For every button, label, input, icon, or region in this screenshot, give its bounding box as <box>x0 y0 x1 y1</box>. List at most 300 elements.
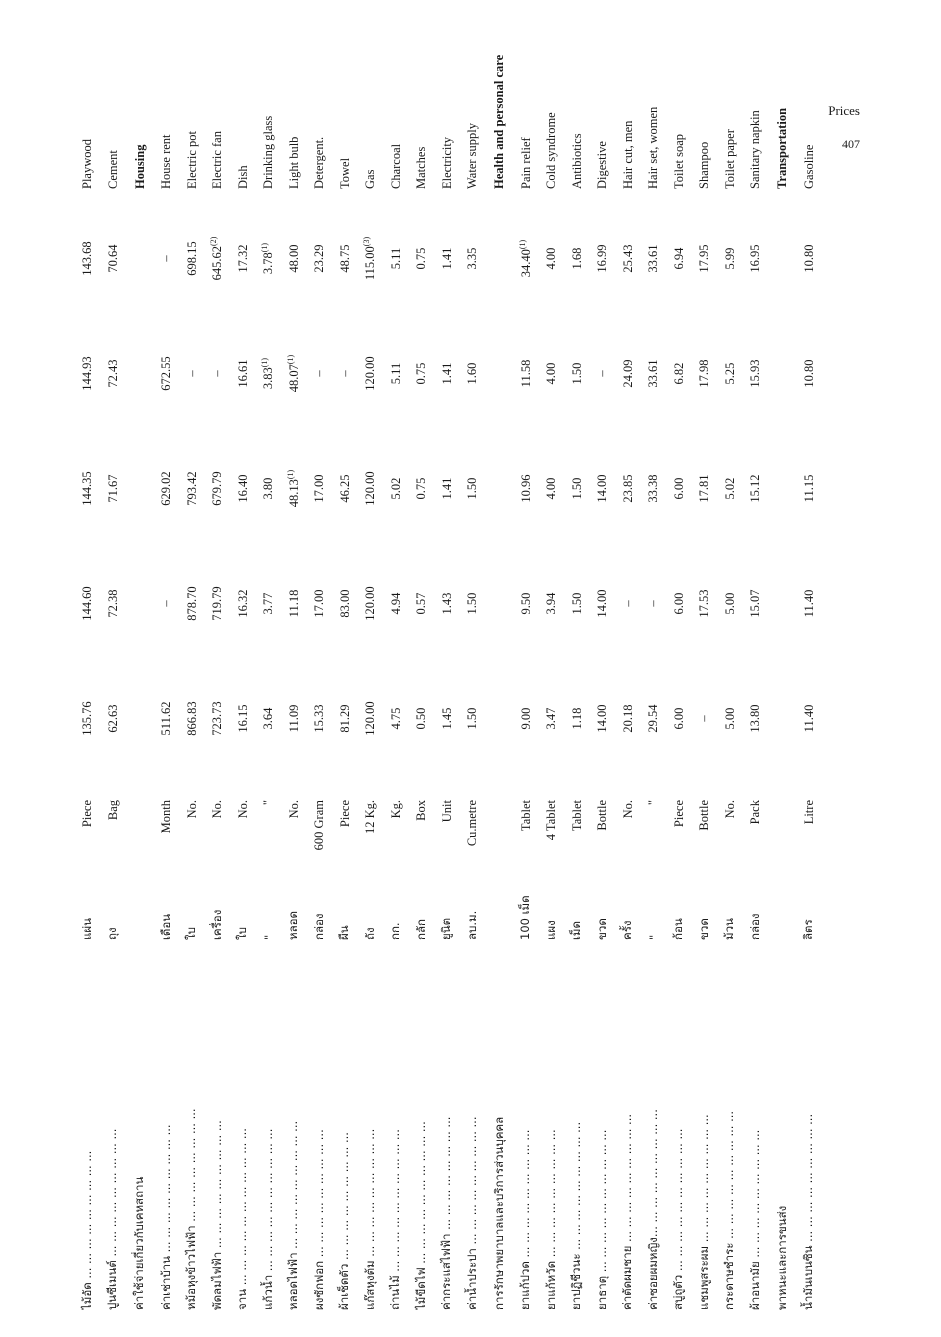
price-value-text: 3.78 <box>261 252 276 275</box>
price-value <box>641 316 667 431</box>
price-value-text: 34.40 <box>518 249 533 278</box>
price-value-text: 5.11 <box>388 362 403 385</box>
item-name-english <box>256 21 282 201</box>
price-value-text: – <box>697 715 712 722</box>
item-name-thai-text: ไม้อัด ... ... ... ... ... ... ... ... ... <box>79 1150 94 1310</box>
unit-thai <box>231 880 257 940</box>
price-value <box>692 431 718 546</box>
item-name-thai <box>565 940 591 1310</box>
price-value-text: 3.35 <box>465 247 480 270</box>
price-value <box>101 201 127 316</box>
price-value-text: 14.00 <box>595 704 610 733</box>
price-value <box>616 546 642 661</box>
section-title-thai <box>126 201 154 1310</box>
price-value <box>358 201 384 316</box>
price-value <box>460 661 486 776</box>
price-value <box>667 661 693 776</box>
item-name-thai-text: แก้วน้ำ ... ... ... ... ... ... ... ... ... ... <box>260 1128 275 1310</box>
unit-english-text: No. <box>235 800 250 819</box>
price-value <box>333 546 359 661</box>
price-value-text: – <box>620 600 635 607</box>
item-name-thai <box>358 940 384 1310</box>
item-name-english <box>282 21 308 201</box>
item-name-thai <box>514 940 540 1310</box>
price-value <box>435 431 461 546</box>
price-value-text: 6.00 <box>671 477 686 500</box>
price-value-text: 0.75 <box>414 247 429 270</box>
price-value-text: 511.62 <box>159 701 174 736</box>
item-name-thai-text: แชมพูสระผม ... ... ... ... ... ... ... ... ... <box>696 1114 711 1310</box>
unit-english <box>539 776 565 880</box>
price-value <box>75 201 101 316</box>
unit-thai-text: " <box>646 934 661 940</box>
price-value-text: 1.45 <box>439 707 454 730</box>
item-name-english <box>75 21 101 201</box>
price-value <box>231 431 257 546</box>
price-value <box>384 316 410 431</box>
table-row <box>641 21 667 1310</box>
price-value-text: 6.00 <box>671 707 686 730</box>
price-value <box>616 431 642 546</box>
unit-thai <box>514 880 540 940</box>
unit-thai <box>307 880 333 940</box>
page-header-title: Prices <box>828 103 860 118</box>
price-value-text: 20.18 <box>620 704 635 733</box>
unit-english <box>154 776 180 880</box>
price-value <box>590 316 616 431</box>
price-value-text: 5.02 <box>388 477 403 500</box>
item-name-thai-text: ค่าตัดผมชาย ... ... ... ... ... ... ... ... ... <box>620 1113 635 1310</box>
price-value <box>797 661 823 776</box>
price-value <box>539 661 565 776</box>
item-name-english <box>231 21 257 201</box>
unit-english <box>797 776 823 880</box>
unit-thai <box>616 880 642 940</box>
item-name-thai-text: ค่ากระแสไฟฟ้า ... ... ... ... ... ... ... ... <box>439 1116 454 1310</box>
unit-english <box>667 776 693 880</box>
table-row <box>333 21 359 1310</box>
price-value-text: 48.00 <box>286 244 301 273</box>
item-name-english <box>358 21 384 201</box>
price-value-text: – <box>184 370 199 377</box>
unit-thai-text: ใบ <box>184 927 199 940</box>
price-value-text: 17.81 <box>697 474 712 503</box>
price-value-text: – <box>646 600 661 607</box>
price-value-text: 0.50 <box>414 707 429 730</box>
item-name-thai <box>154 940 180 1310</box>
unit-thai-text: " <box>261 934 276 940</box>
price-value <box>333 431 359 546</box>
price-value <box>692 661 718 776</box>
item-name-english-text: Shampoo <box>697 141 712 189</box>
unit-english-text: " <box>261 800 276 806</box>
item-name-english <box>101 21 127 201</box>
item-name-thai-text: ปูนซีเมนต์ ... ... ... ... ... ... ... ... ... <box>105 1128 120 1310</box>
unit-english-text: No. <box>620 800 635 819</box>
price-value-text: 15.07 <box>748 589 763 618</box>
item-name-thai <box>641 940 667 1310</box>
item-name-english <box>154 21 180 201</box>
unit-thai <box>718 880 744 940</box>
section-title-thai <box>486 201 514 1310</box>
price-value <box>667 316 693 431</box>
item-name-english-text: Sanitary napkin <box>748 110 763 189</box>
item-name-english-text: Digestive <box>595 141 610 189</box>
item-name-thai <box>101 940 127 1310</box>
unit-thai <box>692 880 718 940</box>
section-title-thai-text: ค่าใช้จ่ายเกี่ยวกับเคหสถาน <box>132 1176 146 1310</box>
unit-thai <box>435 880 461 940</box>
item-name-thai-text: ยาปฏิชีวนะ ... ... ... ... ... ... ... ... ... <box>569 1121 584 1310</box>
table-row <box>718 21 744 1310</box>
price-value <box>409 431 435 546</box>
unit-english <box>460 776 486 880</box>
price-value <box>641 201 667 316</box>
price-value <box>514 201 540 316</box>
item-name-thai-text: ผ้าเช็ดตัว ... ... ... ... ... ... ... ... ... <box>337 1132 352 1310</box>
item-name-english-text: Water supply <box>465 123 480 189</box>
price-value <box>256 661 282 776</box>
price-value-text: 5.11 <box>388 247 403 270</box>
table-row <box>384 21 410 1310</box>
unit-thai <box>256 880 282 940</box>
table-row <box>307 21 333 1310</box>
item-name-thai-text: ยาธาตุ ... ... ... ... ... ... ... ... ... ... <box>594 1129 609 1310</box>
item-name-thai-text: ยาแก้ปวด ... ... ... ... ... ... ... ... ... <box>518 1129 533 1310</box>
price-value <box>101 546 127 661</box>
table-row <box>616 21 642 1310</box>
price-value <box>256 546 282 661</box>
section-title-english <box>769 21 797 201</box>
price-value <box>180 316 206 431</box>
price-value <box>718 661 744 776</box>
item-name-thai-text: ถ่านไม้ ... ... ... ... ... ... ... ... ... ... <box>388 1129 403 1310</box>
price-value <box>616 316 642 431</box>
unit-english-text: Bottle <box>595 800 610 831</box>
unit-english-text: 600 Gram <box>312 800 327 851</box>
price-value <box>460 316 486 431</box>
table-row <box>565 21 591 1310</box>
price-value <box>797 201 823 316</box>
table-row <box>460 21 486 1310</box>
price-value <box>743 661 769 776</box>
price-value-text: 9.00 <box>518 707 533 730</box>
price-value-text: 17.32 <box>235 244 250 273</box>
unit-english <box>718 776 744 880</box>
price-value-text: 9.50 <box>518 592 533 615</box>
price-value-text: 1.50 <box>465 707 480 730</box>
table-row <box>231 21 257 1310</box>
unit-thai <box>282 880 308 940</box>
item-name-english-text: Gasoline <box>801 144 816 189</box>
item-name-thai-text: ผงซักฟอก ... ... ... ... ... ... ... ... ... <box>311 1129 326 1310</box>
unit-english-text: Piece <box>671 800 686 828</box>
item-name-thai <box>743 940 769 1310</box>
footnote-marker: (1) <box>517 239 527 250</box>
unit-thai <box>590 880 616 940</box>
price-value-text: 17.98 <box>697 359 712 388</box>
price-value-text: 16.99 <box>595 244 610 273</box>
table-row <box>539 21 565 1310</box>
item-name-english <box>333 21 359 201</box>
price-value <box>282 546 308 661</box>
price-value <box>409 661 435 776</box>
price-value-text: 13.80 <box>748 704 763 733</box>
price-value <box>205 201 231 316</box>
price-value <box>307 546 333 661</box>
unit-english <box>409 776 435 880</box>
item-name-thai-text: ค่าน้ำประปา ... ... ... ... ... ... ... ... ... <box>464 1116 479 1310</box>
unit-thai-text: ผืน <box>337 925 352 940</box>
unit-english <box>256 776 282 880</box>
unit-english-text: " <box>646 800 661 806</box>
section-title-english <box>126 21 154 201</box>
price-value-text: 33.38 <box>646 474 661 503</box>
price-value-text: 866.83 <box>184 701 199 736</box>
price-value-text: 1.41 <box>439 362 454 385</box>
item-name-thai-text: สบู่ถูตัว ... ... ... ... ... ... ... ... ... ... <box>671 1128 686 1310</box>
item-name-thai-text: ค่าซอยผมหญิง... ... ... ... ... ... ... ... ... <box>645 1109 660 1310</box>
item-name-english <box>205 21 231 201</box>
price-value <box>718 431 744 546</box>
item-name-english-text: Light bulb <box>286 136 301 189</box>
price-value <box>282 431 308 546</box>
item-name-thai <box>797 940 823 1310</box>
price-value <box>231 661 257 776</box>
price-value-text: 17.95 <box>697 244 712 273</box>
price-value <box>75 431 101 546</box>
unit-thai-text: ลบ.ม. <box>464 910 479 940</box>
price-value-text: 878.70 <box>184 586 199 621</box>
unit-english-text: Box <box>414 800 429 821</box>
price-value-text: 48.07 <box>286 364 301 393</box>
price-value-text: 5.00 <box>722 592 737 615</box>
price-value-text: 679.79 <box>210 471 225 506</box>
price-value-text: 6.00 <box>671 592 686 615</box>
item-name-english <box>692 21 718 201</box>
unit-thai-text: 100 เม็ด <box>518 895 533 940</box>
unit-thai-text: กล่อง <box>311 913 326 940</box>
item-name-thai-text: จาน ... ... ... ... ... ... ... ... ... ... ... <box>235 1128 250 1310</box>
price-value <box>797 316 823 431</box>
price-value <box>75 546 101 661</box>
price-value-text: 10.80 <box>801 359 816 388</box>
price-value-text: 83.00 <box>337 589 352 618</box>
price-value-text: 71.67 <box>105 474 120 503</box>
item-name-english-text: Antibiotics <box>569 133 584 189</box>
unit-english-text: Month <box>159 800 174 834</box>
price-value <box>743 431 769 546</box>
item-name-english-text: House rent <box>159 134 174 189</box>
price-value-text: 25.43 <box>620 244 635 273</box>
item-name-thai <box>231 940 257 1310</box>
unit-english <box>282 776 308 880</box>
price-value <box>514 546 540 661</box>
unit-thai <box>797 880 823 940</box>
unit-english <box>180 776 206 880</box>
price-value <box>667 201 693 316</box>
price-value <box>180 201 206 316</box>
item-name-english <box>565 21 591 201</box>
section-title-thai-text: การรักษาพยาบาลและบริการส่วนบุคคล <box>491 1116 506 1310</box>
price-value-text: 1.18 <box>569 707 584 730</box>
price-value-text: – <box>159 600 174 607</box>
price-value <box>514 316 540 431</box>
price-value <box>539 431 565 546</box>
unit-english-text: No. <box>184 800 199 819</box>
price-value <box>692 546 718 661</box>
rotated-price-table-container <box>75 54 835 1310</box>
unit-thai-text: กลัก <box>413 919 428 940</box>
price-value <box>667 546 693 661</box>
unit-english <box>743 776 769 880</box>
item-name-english <box>718 21 744 201</box>
unit-thai <box>641 880 667 940</box>
item-name-thai <box>282 940 308 1310</box>
price-value-text: 11.18 <box>286 589 301 618</box>
unit-english <box>333 776 359 880</box>
unit-english-text: 4 Tablet <box>544 800 559 841</box>
table-row <box>435 21 461 1310</box>
item-name-english <box>307 21 333 201</box>
price-value-text: 11.15 <box>801 474 816 503</box>
unit-thai <box>539 880 565 940</box>
price-value-text: 1.41 <box>439 247 454 270</box>
price-value-text: 48.75 <box>337 244 352 273</box>
price-value-text: 4.94 <box>388 592 403 615</box>
item-name-english-text: Dish <box>235 165 250 189</box>
item-name-english <box>590 21 616 201</box>
item-name-english-text: Gas <box>363 169 378 189</box>
price-value <box>435 661 461 776</box>
price-value <box>358 546 384 661</box>
price-value <box>154 661 180 776</box>
price-value-text: 1.50 <box>465 592 480 615</box>
unit-english <box>514 776 540 880</box>
table-row <box>75 21 101 1310</box>
unit-thai-text: ม้วน <box>722 918 737 940</box>
unit-english-text: Piece <box>337 800 352 828</box>
price-value <box>641 546 667 661</box>
price-value <box>667 431 693 546</box>
unit-thai <box>358 880 384 940</box>
unit-thai <box>205 880 231 940</box>
item-name-thai <box>256 940 282 1310</box>
section-title-english-text: Housing <box>132 144 147 189</box>
item-name-english-text: Towel <box>337 157 352 189</box>
price-value-text: 698.15 <box>184 241 199 276</box>
item-name-english-text: Electricity <box>439 136 454 189</box>
price-value <box>641 431 667 546</box>
item-name-thai <box>307 940 333 1310</box>
unit-thai-text: ยูนิต <box>439 917 454 940</box>
page-number: 407 <box>842 137 860 151</box>
unit-english-text: Pack <box>748 800 763 825</box>
item-name-thai <box>718 940 744 1310</box>
price-value-text: 11.09 <box>286 704 301 733</box>
item-name-english-text: Cement <box>105 150 120 189</box>
price-value-text: 17.00 <box>312 589 327 618</box>
item-name-english <box>539 21 565 201</box>
price-value-text: 143.68 <box>80 241 95 276</box>
price-value-text: 6.82 <box>671 362 686 385</box>
price-value <box>590 546 616 661</box>
item-name-thai <box>590 940 616 1310</box>
unit-english <box>435 776 461 880</box>
unit-english <box>565 776 591 880</box>
unit-thai <box>333 880 359 940</box>
unit-english-text: Unit <box>439 800 454 823</box>
price-value <box>539 316 565 431</box>
table-row <box>256 21 282 1310</box>
price-value <box>333 201 359 316</box>
unit-english-text: Bag <box>105 800 120 821</box>
price-value-text: 16.95 <box>748 244 763 273</box>
price-value-text: 1.50 <box>569 477 584 500</box>
item-name-english-text: Toilet soap <box>671 133 686 189</box>
item-name-english <box>667 21 693 201</box>
unit-thai <box>101 880 127 940</box>
price-value-text: 17.53 <box>697 589 712 618</box>
price-value <box>231 201 257 316</box>
unit-thai-text: ลิตร <box>801 919 816 940</box>
unit-english-text: Cu.metre <box>465 800 480 847</box>
price-value-text: 793.42 <box>184 471 199 506</box>
price-value <box>435 201 461 316</box>
price-value-text: 120.00 <box>363 356 378 391</box>
price-value <box>539 546 565 661</box>
table-row <box>514 21 540 1310</box>
item-name-thai <box>409 940 435 1310</box>
price-value <box>460 546 486 661</box>
price-value-text: 11.58 <box>518 359 533 388</box>
price-value-text: 48.13 <box>286 479 301 508</box>
price-value <box>307 316 333 431</box>
price-value-text: 723.73 <box>210 701 225 736</box>
unit-thai <box>409 880 435 940</box>
section-title-thai-text: พาหนะและการขนส่ง <box>774 1205 789 1310</box>
section-header-row <box>126 21 154 1310</box>
unit-english-text: Tablet <box>518 800 533 832</box>
unit-thai-text: เดือน <box>158 913 173 940</box>
item-name-thai <box>435 940 461 1310</box>
unit-english <box>75 776 101 880</box>
unit-thai-text: ถัง <box>362 927 377 940</box>
unit-english-text: Kg. <box>388 800 403 819</box>
price-value-text: 4.00 <box>544 362 559 385</box>
unit-english <box>358 776 384 880</box>
price-value <box>205 661 231 776</box>
price-value-text: 1.68 <box>569 247 584 270</box>
price-value <box>101 661 127 776</box>
price-value <box>565 546 591 661</box>
price-value <box>180 661 206 776</box>
unit-english <box>590 776 616 880</box>
footnote-marker: (1) <box>260 357 270 368</box>
footnote-marker: (1) <box>285 354 295 365</box>
table-row <box>358 21 384 1310</box>
price-value-text: 719.79 <box>210 586 225 621</box>
item-name-thai-text: ผ้าอนามัย ... ... ... ... ... ... ... ... ... <box>747 1129 762 1310</box>
price-value-text: 46.25 <box>337 474 352 503</box>
table-row <box>180 21 206 1310</box>
price-value-text: 16.15 <box>235 704 250 733</box>
price-value <box>256 431 282 546</box>
price-value <box>358 316 384 431</box>
price-value-text: 33.61 <box>646 359 661 388</box>
item-name-english <box>514 21 540 201</box>
price-value <box>590 661 616 776</box>
